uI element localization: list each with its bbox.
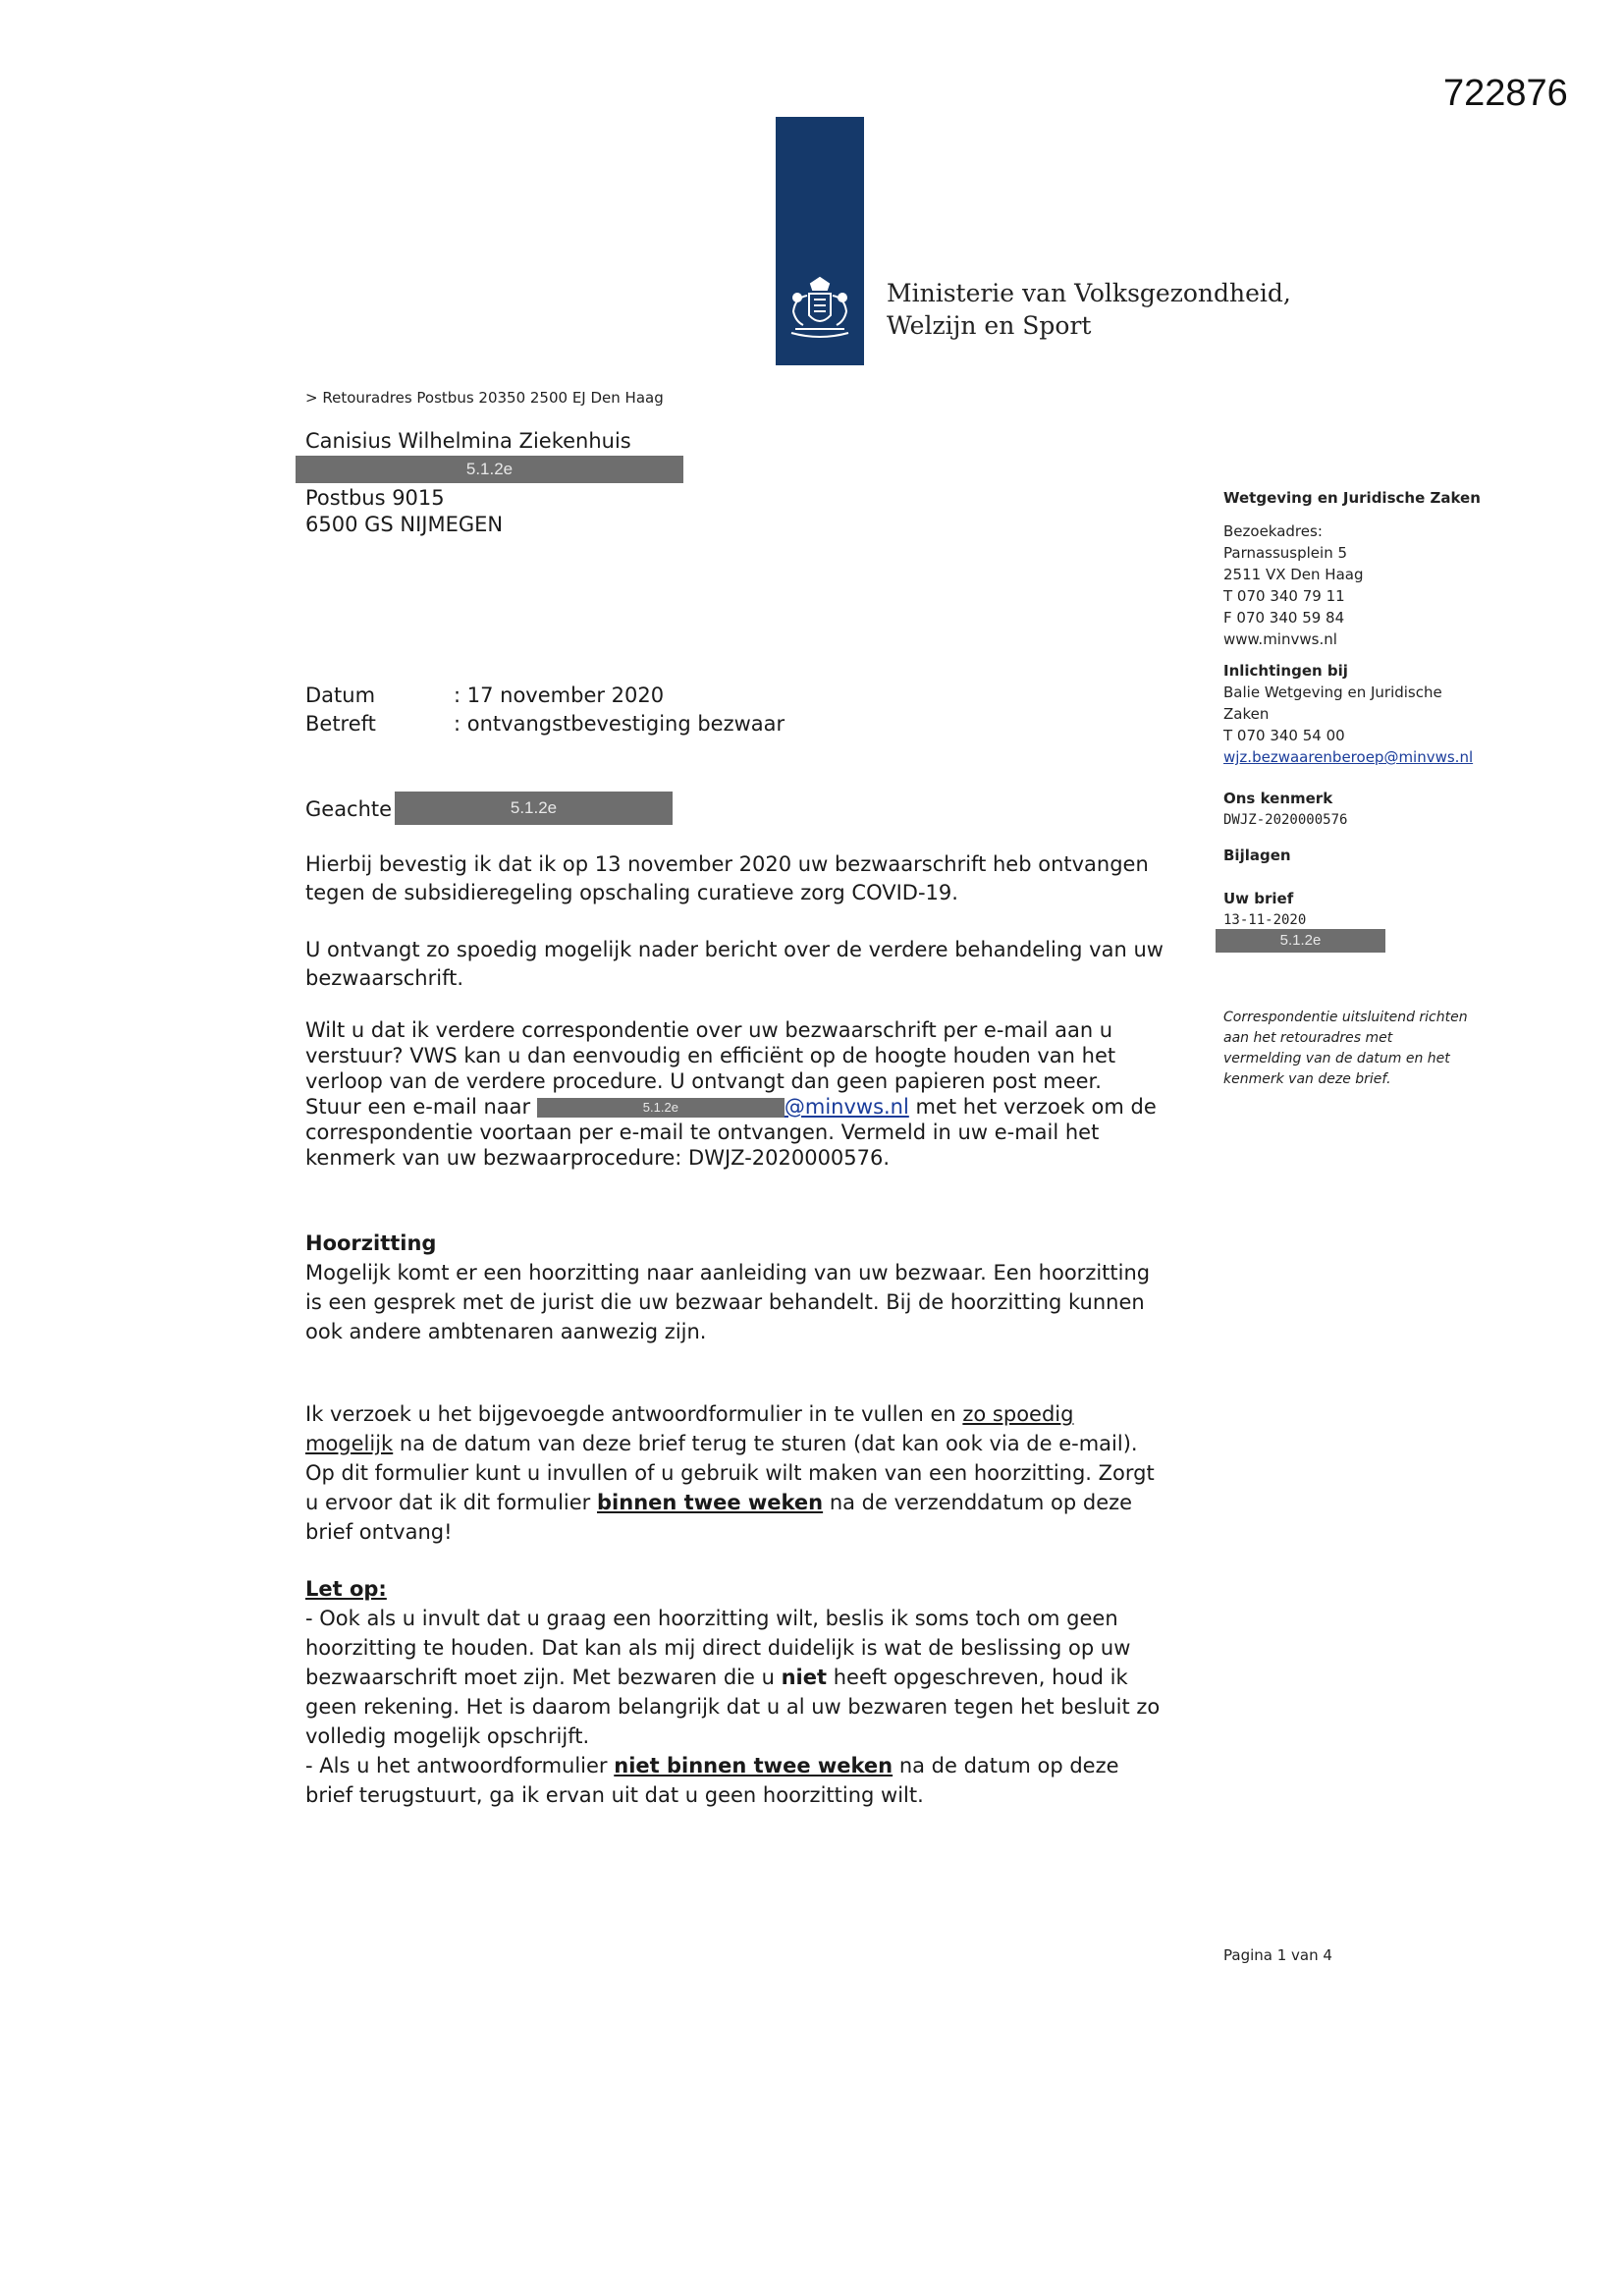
sidebar-department: Wetgeving en Juridische Zaken — [1223, 489, 1481, 507]
redaction-salutation: 5.1.2e — [395, 792, 673, 825]
sidebar-ref-value: DWJZ-2020000576 — [1223, 812, 1348, 828]
n2-line-1-a: - Als u het antwoordformulier — [305, 1754, 608, 1777]
p5-line-1-a: Ik verzoek u het bijgevoegde antwoordformulier in te vullen en — [305, 1402, 956, 1426]
p5-line-2-b: na de datum van deze brief terug te sturen (dat kan ook via de e-mail). — [399, 1432, 1138, 1455]
p1-line-1: Hierbij bevestig ik dat ik op 13 november 2020 uw bezwaarschrift heb ontvangen — [305, 852, 1149, 876]
p5-line-4 — [305, 1488, 1209, 1517]
recipient-city: 6500 GS NIJMEGEN — [305, 513, 504, 536]
sidebar-note-line-2: aan het retouradres met — [1223, 1030, 1393, 1046]
n2-line-1-b: na de datum op deze — [898, 1754, 1119, 1777]
redaction-recipient: 5.1.2e — [296, 456, 683, 483]
p5-line-3: Op dit formulier kunt u invullen of u gebruik wilt maken van een hoorzitting. Zorgt — [305, 1461, 1155, 1485]
p3-line-1: Wilt u dat ik verdere correspondentie over uw bezwaarschrift per e-mail aan u — [305, 1018, 1113, 1042]
sidebar-your-letter-label: Uw brief — [1223, 890, 1294, 907]
p2-line-2: bezwaarschrift. — [305, 966, 464, 990]
n1-line-2: hoorzitting te houden. Dat kan als mij direct duidelijk is wat de beslissing op uw — [305, 1636, 1131, 1660]
email-domain-link[interactable]: @minvws.nl — [784, 1095, 909, 1119]
sidebar-ref-label: Ons kenmerk — [1223, 790, 1333, 807]
sidebar-your-letter — [1223, 888, 1306, 931]
coat-of-arms-icon — [784, 276, 856, 349]
sidebar-info-label: Inlichtingen bij — [1223, 662, 1348, 680]
p5-line-2 — [305, 1429, 1209, 1458]
recipient-postbox: Postbus 9015 — [305, 486, 445, 510]
p5-line-4-bold: binnen twee weken — [597, 1491, 824, 1514]
p3-line-2: verstuur? VWS kan u dan eenvoudig en efficiënt op de hoogte houden van het — [305, 1044, 1116, 1067]
sidebar-info-email-link[interactable]: wjz.bezwaarenberoep@minvws.nl — [1223, 748, 1474, 766]
subject-label: Betreft — [305, 712, 376, 736]
sidebar-info-phone: T 070 340 54 00 — [1223, 727, 1345, 744]
sidebar-street: Parnassusplein 5 — [1223, 544, 1348, 562]
p5-line-1-underline: zo spoedig — [962, 1402, 1074, 1426]
paragraph-followup — [305, 936, 1209, 993]
p3-line-4-b: met het verzoek om de — [915, 1095, 1157, 1119]
sidebar-info-line-1: Balie Wetgeving en Juridische — [1223, 683, 1442, 701]
p2-line-1: U ontvangt zo spoedig mogelijk nader bericht over de verdere behandeling van uw — [305, 938, 1164, 961]
ministry-line-1: Ministerie van Volksgezondheid, — [887, 279, 1291, 307]
sidebar-postal: 2511 VX Den Haag — [1223, 566, 1364, 583]
date-label: Datum — [305, 683, 376, 707]
sidebar-visit-address — [1223, 520, 1364, 650]
sidebar-info-line-2: Zaken — [1223, 705, 1270, 723]
p4-line-1: Mogelijk komt er een hoorzitting naar aanleiding van uw bezwaar. Een hoorzitting — [305, 1261, 1151, 1285]
sidebar-note-line-1: Correspondentie uitsluitend richten — [1223, 1010, 1468, 1025]
subject-value: : ontvangstbevestiging bezwaar — [454, 712, 785, 736]
rijksoverheid-logo-bar — [776, 117, 864, 365]
p5-line-4-b: na de verzenddatum op deze — [829, 1491, 1133, 1514]
n1-line-3-a: bezwaarschrift moet zijn. Met bezwaren die u — [305, 1666, 775, 1689]
redaction-email: 5.1.2e — [537, 1098, 785, 1118]
redaction-sidebar: 5.1.2e — [1216, 929, 1385, 953]
ministry-name — [887, 277, 1291, 342]
p3-line-4 — [305, 1094, 1209, 1120]
document-number: 722876 — [1443, 73, 1568, 114]
ministry-line-2: Welzijn en Sport — [887, 311, 1092, 340]
sidebar-website[interactable]: www.minvws.nl — [1223, 630, 1337, 648]
sidebar-visit-label: Bezoekadres: — [1223, 522, 1323, 540]
p3-line-6: kenmerk van uw bezwaarprocedure: DWJZ-2020000576. — [305, 1146, 891, 1170]
paragraph-confirmation — [305, 850, 1209, 907]
note-heading: Let op: — [305, 1577, 387, 1601]
n1-line-1: - Ook als u invult dat u graag een hoorzitting wilt, beslis ik soms toch om geen — [305, 1607, 1118, 1630]
sidebar-info — [1223, 660, 1473, 768]
sidebar-note — [1223, 1008, 1468, 1090]
hearing-heading: Hoorzitting — [305, 1231, 437, 1255]
p4-line-3: ook andere ambtenaren aanwezig zijn. — [305, 1320, 707, 1343]
n1-line-3-c: heeft opgeschreven, houd ik — [833, 1666, 1128, 1689]
sidebar-note-line-3: vermelding van de datum en het — [1223, 1051, 1450, 1066]
return-address: > Retouradres Postbus 20350 2500 EJ Den Haag — [305, 389, 664, 407]
page-number: Pagina 1 van 4 — [1223, 1946, 1332, 1964]
sidebar-reference — [1223, 788, 1347, 831]
salutation: Geachte — [305, 797, 393, 821]
p3-line-4-a: Stuur een e-mail naar — [305, 1095, 531, 1119]
paragraph-form-request — [305, 1399, 1209, 1547]
sidebar-note-line-4: kenmerk van deze brief. — [1223, 1071, 1391, 1087]
n2-line-1-bold: niet binnen twee weken — [614, 1754, 893, 1777]
p3-line-3: verloop van de verdere procedure. U ontvangt dan geen papieren post meer. — [305, 1069, 1102, 1093]
n2-line-1 — [305, 1751, 1209, 1780]
sidebar-fax: F 070 340 59 84 — [1223, 609, 1345, 627]
n1-line-5: volledig mogelijk opschrijft. — [305, 1724, 590, 1748]
sidebar-attachments-label: Bijlagen — [1223, 847, 1291, 864]
p4-line-2: is een gesprek met de jurist die uw bezwaar behandelt. Bij de hoorzitting kunnen — [305, 1290, 1145, 1314]
date-value: : 17 november 2020 — [454, 683, 665, 707]
sidebar-your-letter-date: 13-11-2020 — [1223, 912, 1307, 928]
p1-line-2: tegen de subsidieregeling opschaling curatieve zorg COVID-19. — [305, 881, 958, 904]
n1-line-3 — [305, 1663, 1209, 1692]
p5-line-5: brief ontvang! — [305, 1520, 453, 1544]
p5-line-2-underline: mogelijk — [305, 1432, 394, 1455]
recipient-name: Canisius Wilhelmina Ziekenhuis — [305, 429, 631, 453]
p3-line-5: correspondentie voortaan per e-mail te ontvangen. Vermeld in uw e-mail het — [305, 1121, 1100, 1144]
paragraph-hearing — [305, 1258, 1209, 1346]
n1-line-4: geen rekening. Het is daarom belangrijk dat u al uw bezwaren tegen het besluit zo — [305, 1695, 1161, 1719]
sidebar-phone: T 070 340 79 11 — [1223, 587, 1345, 605]
p5-line-1 — [305, 1399, 1209, 1429]
paragraph-email — [305, 1017, 1209, 1171]
n1-line-3-bold: niet — [781, 1666, 828, 1689]
paragraph-notes — [305, 1604, 1209, 1810]
p5-line-4-a: u ervoor dat ik dit formulier — [305, 1491, 591, 1514]
n2-line-2: brief terugstuurt, ga ik ervan uit dat u geen hoorzitting wilt. — [305, 1783, 924, 1807]
